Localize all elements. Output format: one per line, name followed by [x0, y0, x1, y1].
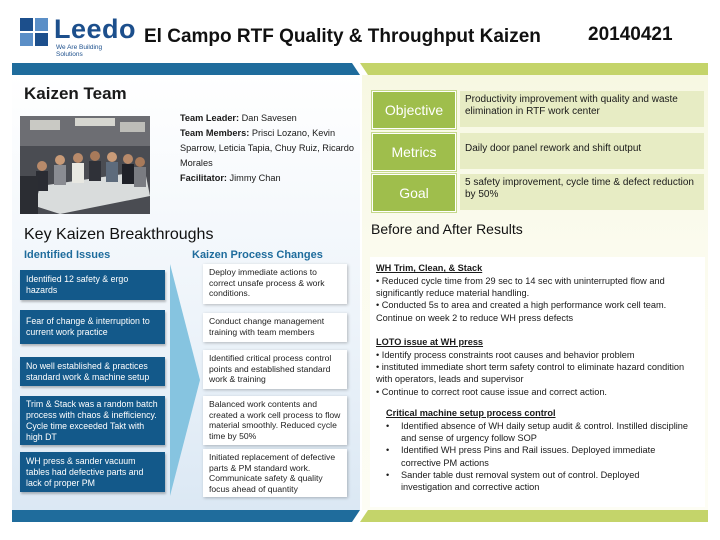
team-members-label: Team Members:	[180, 128, 250, 138]
bullet-icon: •	[386, 445, 390, 456]
flow-arrow-icon	[166, 264, 200, 496]
issue-box: No well established & practices standard work & machine setup	[20, 357, 165, 386]
list-item	[383, 444, 693, 468]
team-heading: Kaizen Team	[24, 84, 127, 103]
team-members-line	[180, 126, 360, 171]
list-item-text: Sander table dust removal system out of control. Deployed investigation and corrective action	[401, 469, 640, 493]
results-heading: Before and After Results	[371, 221, 523, 237]
facilitator: Jimmy Chan	[229, 173, 281, 183]
team-info	[180, 111, 360, 186]
logo-mark-icon	[18, 16, 50, 48]
section-title: Critical machine setup process control	[386, 408, 556, 418]
page-date: 20140421	[588, 24, 673, 45]
team-photo-image	[20, 116, 150, 214]
company-logo	[18, 14, 137, 58]
logo-name: Leedo	[54, 14, 137, 44]
list-item: • Continue to correct root cause issue and correct action.	[376, 386, 607, 397]
team-leader-line	[180, 111, 360, 126]
list-item-text: Identified WH press Pins and Rail issues. Deployed immediate corrective PM actions	[401, 445, 656, 468]
list-item-text: Identified absence of WH daily setup audit & control. Instilled discipline and sense of urgency follow SOP	[401, 421, 689, 444]
bottom-bar-right	[360, 510, 708, 522]
issue-box: Identified 12 safety & ergo hazards	[20, 270, 165, 300]
list-item	[383, 420, 693, 444]
list-item	[383, 469, 693, 493]
section-list	[376, 275, 702, 324]
section-title: WH Trim, Clean, & Stack	[376, 263, 483, 273]
team-photo	[20, 116, 150, 214]
breakthroughs-heading: Key Kaizen Breakthroughs	[24, 226, 214, 243]
top-bar-right	[360, 63, 708, 75]
list-item: • Identify process constraints root causes and behavior problem	[376, 350, 635, 360]
issue-box: WH press & sander vacuum tables had defective parts and lack of proper PM	[20, 452, 165, 492]
change-box: Deploy immediate actions to correct unsafe process & work conditions.	[203, 264, 347, 304]
goal-text: 5 safety improvement, cycle time & defect reduction by 50%	[460, 174, 704, 210]
changes-heading: Kaizen Process Changes	[192, 249, 323, 261]
change-box: Identified critical process control points and established standard work & training	[203, 350, 347, 389]
change-box: Conduct change management training with team members	[203, 313, 347, 342]
list-item: • instituted immediate short term safety control to eliminate hazard condition with operators, leads and supervisor	[376, 362, 685, 385]
facilitator-label: Facilitator:	[180, 173, 227, 183]
issues-heading: Identified Issues	[24, 249, 111, 261]
facilitator-line	[180, 171, 360, 186]
metrics-label: Metrics	[372, 133, 456, 171]
section-list	[376, 349, 702, 398]
bullet-icon: •	[386, 469, 390, 480]
issue-box: Trim & Stack was a random batch process with chaos & inefficiency. Cycle time exceeded Takt with high DT	[20, 396, 165, 445]
bottom-bar-left	[12, 510, 360, 522]
bullet-icon: •	[386, 421, 390, 431]
team-members: Prisci Lozano, Kevin Sparrow, Leticia Tapia, Chuy Ruiz, Ricardo Morales	[180, 128, 354, 168]
goal-label: Goal	[372, 174, 456, 212]
objective-text: Productivity improvement with quality and waste elimination in RTF work center	[460, 91, 704, 127]
team-leader-label: Team Leader:	[180, 113, 240, 123]
change-box: Balanced work contents and created a work cell process to flow material smoothly. Reduced cycle time by 50%	[203, 396, 347, 445]
section-title: LOTO issue at WH press	[376, 337, 484, 347]
list-item: • Reduced cycle time from 29 sec to 14 sec with uninterrupted flow and significantly reduce material handling.	[376, 276, 665, 299]
team-leader: Dan Savesen	[241, 113, 297, 123]
top-bar-left	[12, 63, 360, 75]
list-item: • Conducted 5s to area and created a high performance work cell team. Continue on week 2 to reduce WH press defects	[376, 300, 667, 323]
section-list	[383, 420, 693, 493]
change-box: Initiated replacement of defective parts & PM standard work. Communicate safety & quality focus ahead of quantity	[203, 449, 347, 497]
objective-label: Objective	[372, 91, 456, 129]
issue-box: Fear of change & interruption to current work practice	[20, 310, 165, 344]
page-title: El Campo RTF Quality & Throughput Kaizen	[144, 26, 541, 47]
logo-tagline: We Are Building Solutions	[56, 44, 103, 58]
metrics-text: Daily door panel rework and shift output	[460, 133, 704, 169]
